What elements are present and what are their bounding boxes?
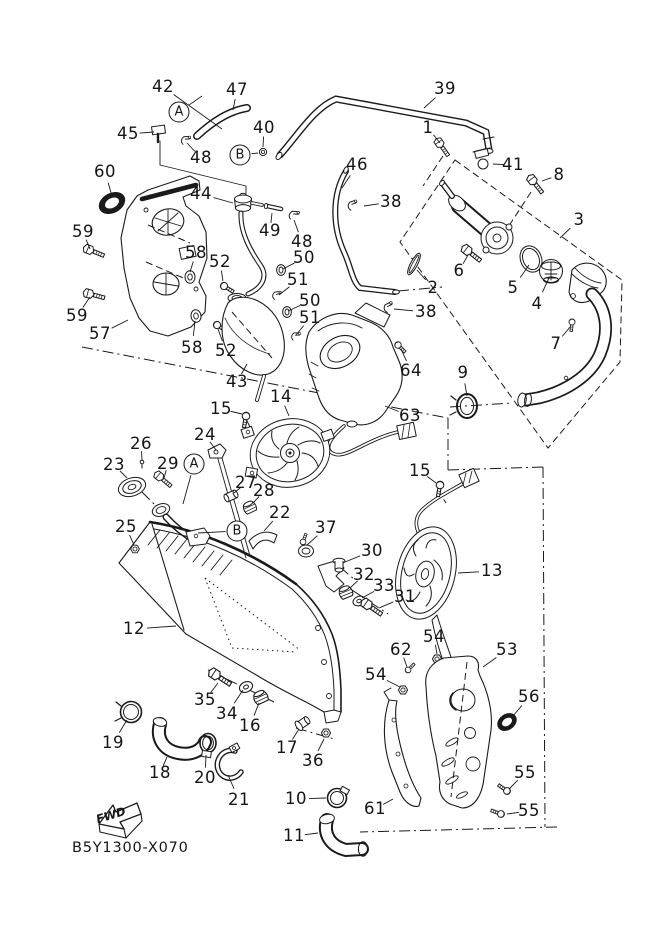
part-callout-7: 7 xyxy=(550,333,562,353)
part-callout-52: 52 xyxy=(209,251,231,271)
diagram-code: B5Y1300-X070 xyxy=(72,840,189,856)
part-callout-55: 55 xyxy=(514,762,536,782)
part-callout-51: 51 xyxy=(287,269,309,289)
part-callout-31: 31 xyxy=(394,586,416,606)
part-callout-58: 58 xyxy=(181,337,203,357)
part-callout-21: 21 xyxy=(228,789,250,809)
part-callout-34: 34 xyxy=(216,703,238,723)
ref-point-A: A xyxy=(184,454,205,475)
part-callout-37: 37 xyxy=(315,517,337,537)
part-callout-39: 39 xyxy=(434,78,456,98)
part-callout-46: 46 xyxy=(346,154,368,174)
part-callout-62: 62 xyxy=(390,639,412,659)
part-callout-27: 27 xyxy=(235,472,257,492)
fwd-label: FWD xyxy=(94,804,128,827)
part-callout-22: 22 xyxy=(269,502,291,522)
part-callout-51: 51 xyxy=(299,307,321,327)
part-callout-50: 50 xyxy=(299,290,321,310)
ref-point-A: A xyxy=(169,102,190,123)
part-callout-2: 2 xyxy=(427,277,439,297)
part-callout-4: 4 xyxy=(531,293,543,313)
part-callout-14: 14 xyxy=(270,386,292,406)
part-callout-47: 47 xyxy=(226,79,248,99)
part-callout-41: 41 xyxy=(502,154,524,174)
part-callout-40: 40 xyxy=(253,117,275,137)
part-callout-57: 57 xyxy=(89,323,111,343)
part-callout-11: 11 xyxy=(283,825,305,845)
part-callout-59: 59 xyxy=(72,221,94,241)
part-callout-55: 55 xyxy=(518,800,540,820)
part-callout-32: 32 xyxy=(353,564,375,584)
part-callout-36: 36 xyxy=(302,750,324,770)
part-callout-53: 53 xyxy=(496,639,518,659)
part-callout-3: 3 xyxy=(573,209,585,229)
part-callout-6: 6 xyxy=(453,260,465,280)
part-callout-23: 23 xyxy=(103,454,125,474)
part-callout-45: 45 xyxy=(117,123,139,143)
part-callout-48: 48 xyxy=(190,147,212,167)
part-callout-19: 19 xyxy=(102,732,124,752)
part-callout-26: 26 xyxy=(130,433,152,453)
part-callout-38: 38 xyxy=(380,191,402,211)
part-callout-12: 12 xyxy=(123,618,145,638)
part-callout-10: 10 xyxy=(285,788,307,808)
part-callout-38: 38 xyxy=(415,301,437,321)
part-callout-29: 29 xyxy=(157,453,179,473)
part-callout-61: 61 xyxy=(364,798,386,818)
part-callout-52: 52 xyxy=(215,340,237,360)
part-callout-25: 25 xyxy=(115,516,137,536)
part-callout-18: 18 xyxy=(149,762,171,782)
part-callout-15: 15 xyxy=(210,398,232,418)
part-callout-13: 13 xyxy=(481,560,503,580)
part-callout-48: 48 xyxy=(291,231,313,251)
part-callout-64: 64 xyxy=(400,360,422,380)
part-callout-15: 15 xyxy=(409,460,431,480)
part-callout-5: 5 xyxy=(507,277,519,297)
part-callout-33: 33 xyxy=(373,575,395,595)
part-callout-16: 16 xyxy=(239,715,261,735)
part-callout-17: 17 xyxy=(276,737,298,757)
part-callout-9: 9 xyxy=(457,362,469,382)
part-callout-63: 63 xyxy=(399,405,421,425)
part-callout-24: 24 xyxy=(194,424,216,444)
part-callout-54: 54 xyxy=(365,664,387,684)
part-callout-30: 30 xyxy=(361,540,383,560)
part-callout-54: 54 xyxy=(423,626,445,646)
ref-point-B: B xyxy=(230,145,251,166)
ref-point-B: B xyxy=(227,521,248,542)
part-callout-56: 56 xyxy=(518,686,540,706)
part-callout-42: 42 xyxy=(152,76,174,96)
part-callout-59: 59 xyxy=(66,305,88,325)
part-callout-20: 20 xyxy=(194,767,216,787)
part-callout-28: 28 xyxy=(253,480,275,500)
part-callout-50: 50 xyxy=(293,247,315,267)
part-callout-60: 60 xyxy=(94,161,116,181)
part-callout-35: 35 xyxy=(194,689,216,709)
part-callout-58: 58 xyxy=(185,242,207,262)
part-callout-49: 49 xyxy=(259,220,281,240)
part-callout-1: 1 xyxy=(422,117,434,137)
part-callout-44: 44 xyxy=(190,183,212,203)
part-callout-43: 43 xyxy=(226,371,248,391)
part-callout-8: 8 xyxy=(553,164,565,184)
